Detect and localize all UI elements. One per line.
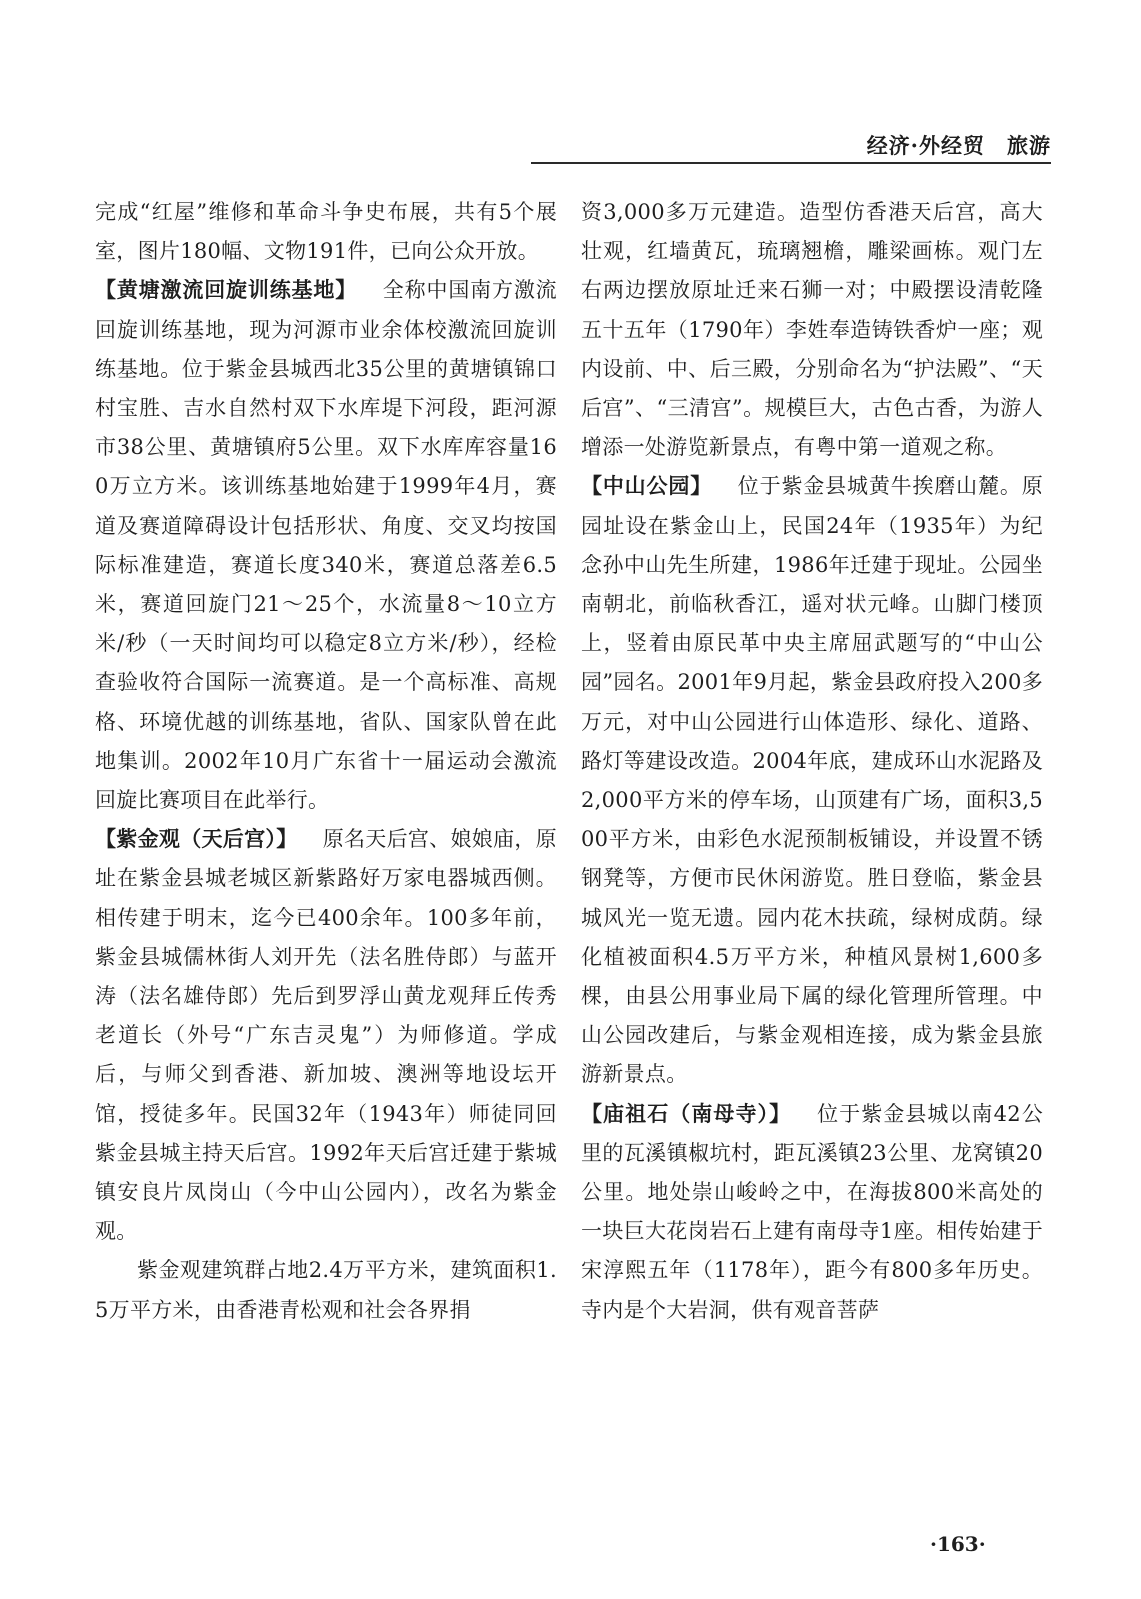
entry-miaozushi	[581, 1095, 1043, 1330]
entry-heading: 【黄塘激流回旋训练基地】	[95, 278, 358, 303]
entry-heading: 【庙祖石（南母寺）】	[581, 1101, 792, 1126]
right-column	[581, 193, 1043, 1330]
header-rule	[531, 162, 1051, 164]
paragraph-text: 紫金观建筑群占地2.4万平方米，建筑面积1.5万平方米，由香港青松观和社会各界捐	[95, 1258, 557, 1322]
entry-body: 位于紫金县城以南42公里的瓦溪镇椒坑村，距瓦溪镇23公里、龙窝镇20公里。地处崇山峻岭之中，在海拔800米高处的一块巨大花岗岩石上建有南母寺1座。相传始建于宋淳熙五年（1178年），距今有800多年历史。寺内是个大岩洞，供有观音菩萨	[581, 1101, 1043, 1322]
section-title: 经济·外经贸 旅游	[866, 133, 1051, 158]
left-column	[95, 193, 557, 1330]
entry-body: 全称中国南方激流回旋训练基地，现为河源市业余体校激流回旋训练基地。位于紫金县城西北35公里的黄塘镇锦口村宝胜、吉水自然村双下水库堤下河段，距河源市38公里、黄塘镇府5公里。双下水库库容量160万立方米。该训练基地始建于1999年4月，赛道及赛道障碍设计包括形状、角度、交叉均按国际标准建造，赛道长度340米，赛道总落差6.5米，赛道回旋门21～25个，水流量8～10立方米/秒（一天时间均可以稳定8立方米/秒），经检查验收符合国际一流赛道。是一个高标准、高规格、环境优越的训练基地，省队、国家队曾在此地集训。2002年10月广东省十一届运动会激流回旋比赛项目在此举行。	[95, 278, 557, 813]
entry-heading: 【中山公园】	[581, 474, 713, 499]
paragraph-text: 完成“红屋”维修和革命斗争史布展，共有5个展室，图片180幅、文物191件，已向公众开放。	[95, 200, 557, 264]
entry-zijinguan	[95, 820, 557, 1251]
entry-body: 原名天后宫、娘娘庙，原址在紫金县城老城区新紫路好万家电器城西侧。相传建于明末，迄今已400余年。100多年前，紫金县城儒林街人刘开先（法名胜侍郎）与蓝开涛（法名雄侍郎）先后到罗浮山黄龙观拜丘传秀老道长（外号“广东吉灵鬼”）为师修道。学成后，与师父到香港、新加坡、澳洲等地设坛开馆，授徒多年。民国32年（1943年）师徒同回紫金县城主持天后宫。1992年天后宫迁建于紫城镇安良片凤岗山（今中山公园内），改名为紫金观。	[95, 827, 557, 1244]
paragraph	[95, 1251, 557, 1329]
entry-huangtang	[95, 271, 557, 820]
entry-zhongshan-park	[581, 467, 1043, 1094]
page-number: ·163·	[930, 1532, 986, 1556]
entry-heading: 【紫金观（天后宫）】	[95, 827, 298, 852]
paragraph-text: 资3,000多万元建造。造型仿香港天后宫，高大壮观，红墙黄瓦，琉璃翘檐，雕梁画栋。观门左右两边摆放原址迁来石狮一对；中殿摆设清乾隆五十五年（1790年）李姓奉造铸铁香炉一座；观内设前、中、后三殿，分别命名为“护法殿”、“天后宫”、“三清宫”。规模巨大，古色古香，为游人增添一处游览新景点，有粤中第一道观之称。	[581, 200, 1043, 460]
entry-body: 位于紫金县城黄牛挨磨山麓。原园址设在紫金山上，民国24年（1935年）为纪念孙中山先生所建，1986年迁建于现址。公园坐南朝北，前临秋香江，遥对状元峰。山脚门楼顶上，竖着由原民革中央主席屈武题写的“中山公园”园名。2001年9月起，紫金县政府投入200多万元，对中山公园进行山体造形、绿化、道路、路灯等建设改造。2004年底，建成环山水泥路及2,000平方米的停车场，山顶建有广场，面积3,500平方米，由彩色水泥预制板铺设，并设置不锈钢凳等，方便市民休闲游览。胜日登临，紫金县城风光一览无遗。园内花木扶疏，绿树成荫。绿化植被面积4.5万平方米，种植风景树1,600多棵，由县公用事业局下属的绿化管理所管理。中山公园改建后，与紫金观相连接，成为紫金县旅游新景点。	[581, 474, 1043, 1087]
paragraph	[95, 193, 557, 271]
running-header	[531, 124, 1051, 164]
paragraph	[581, 193, 1043, 467]
